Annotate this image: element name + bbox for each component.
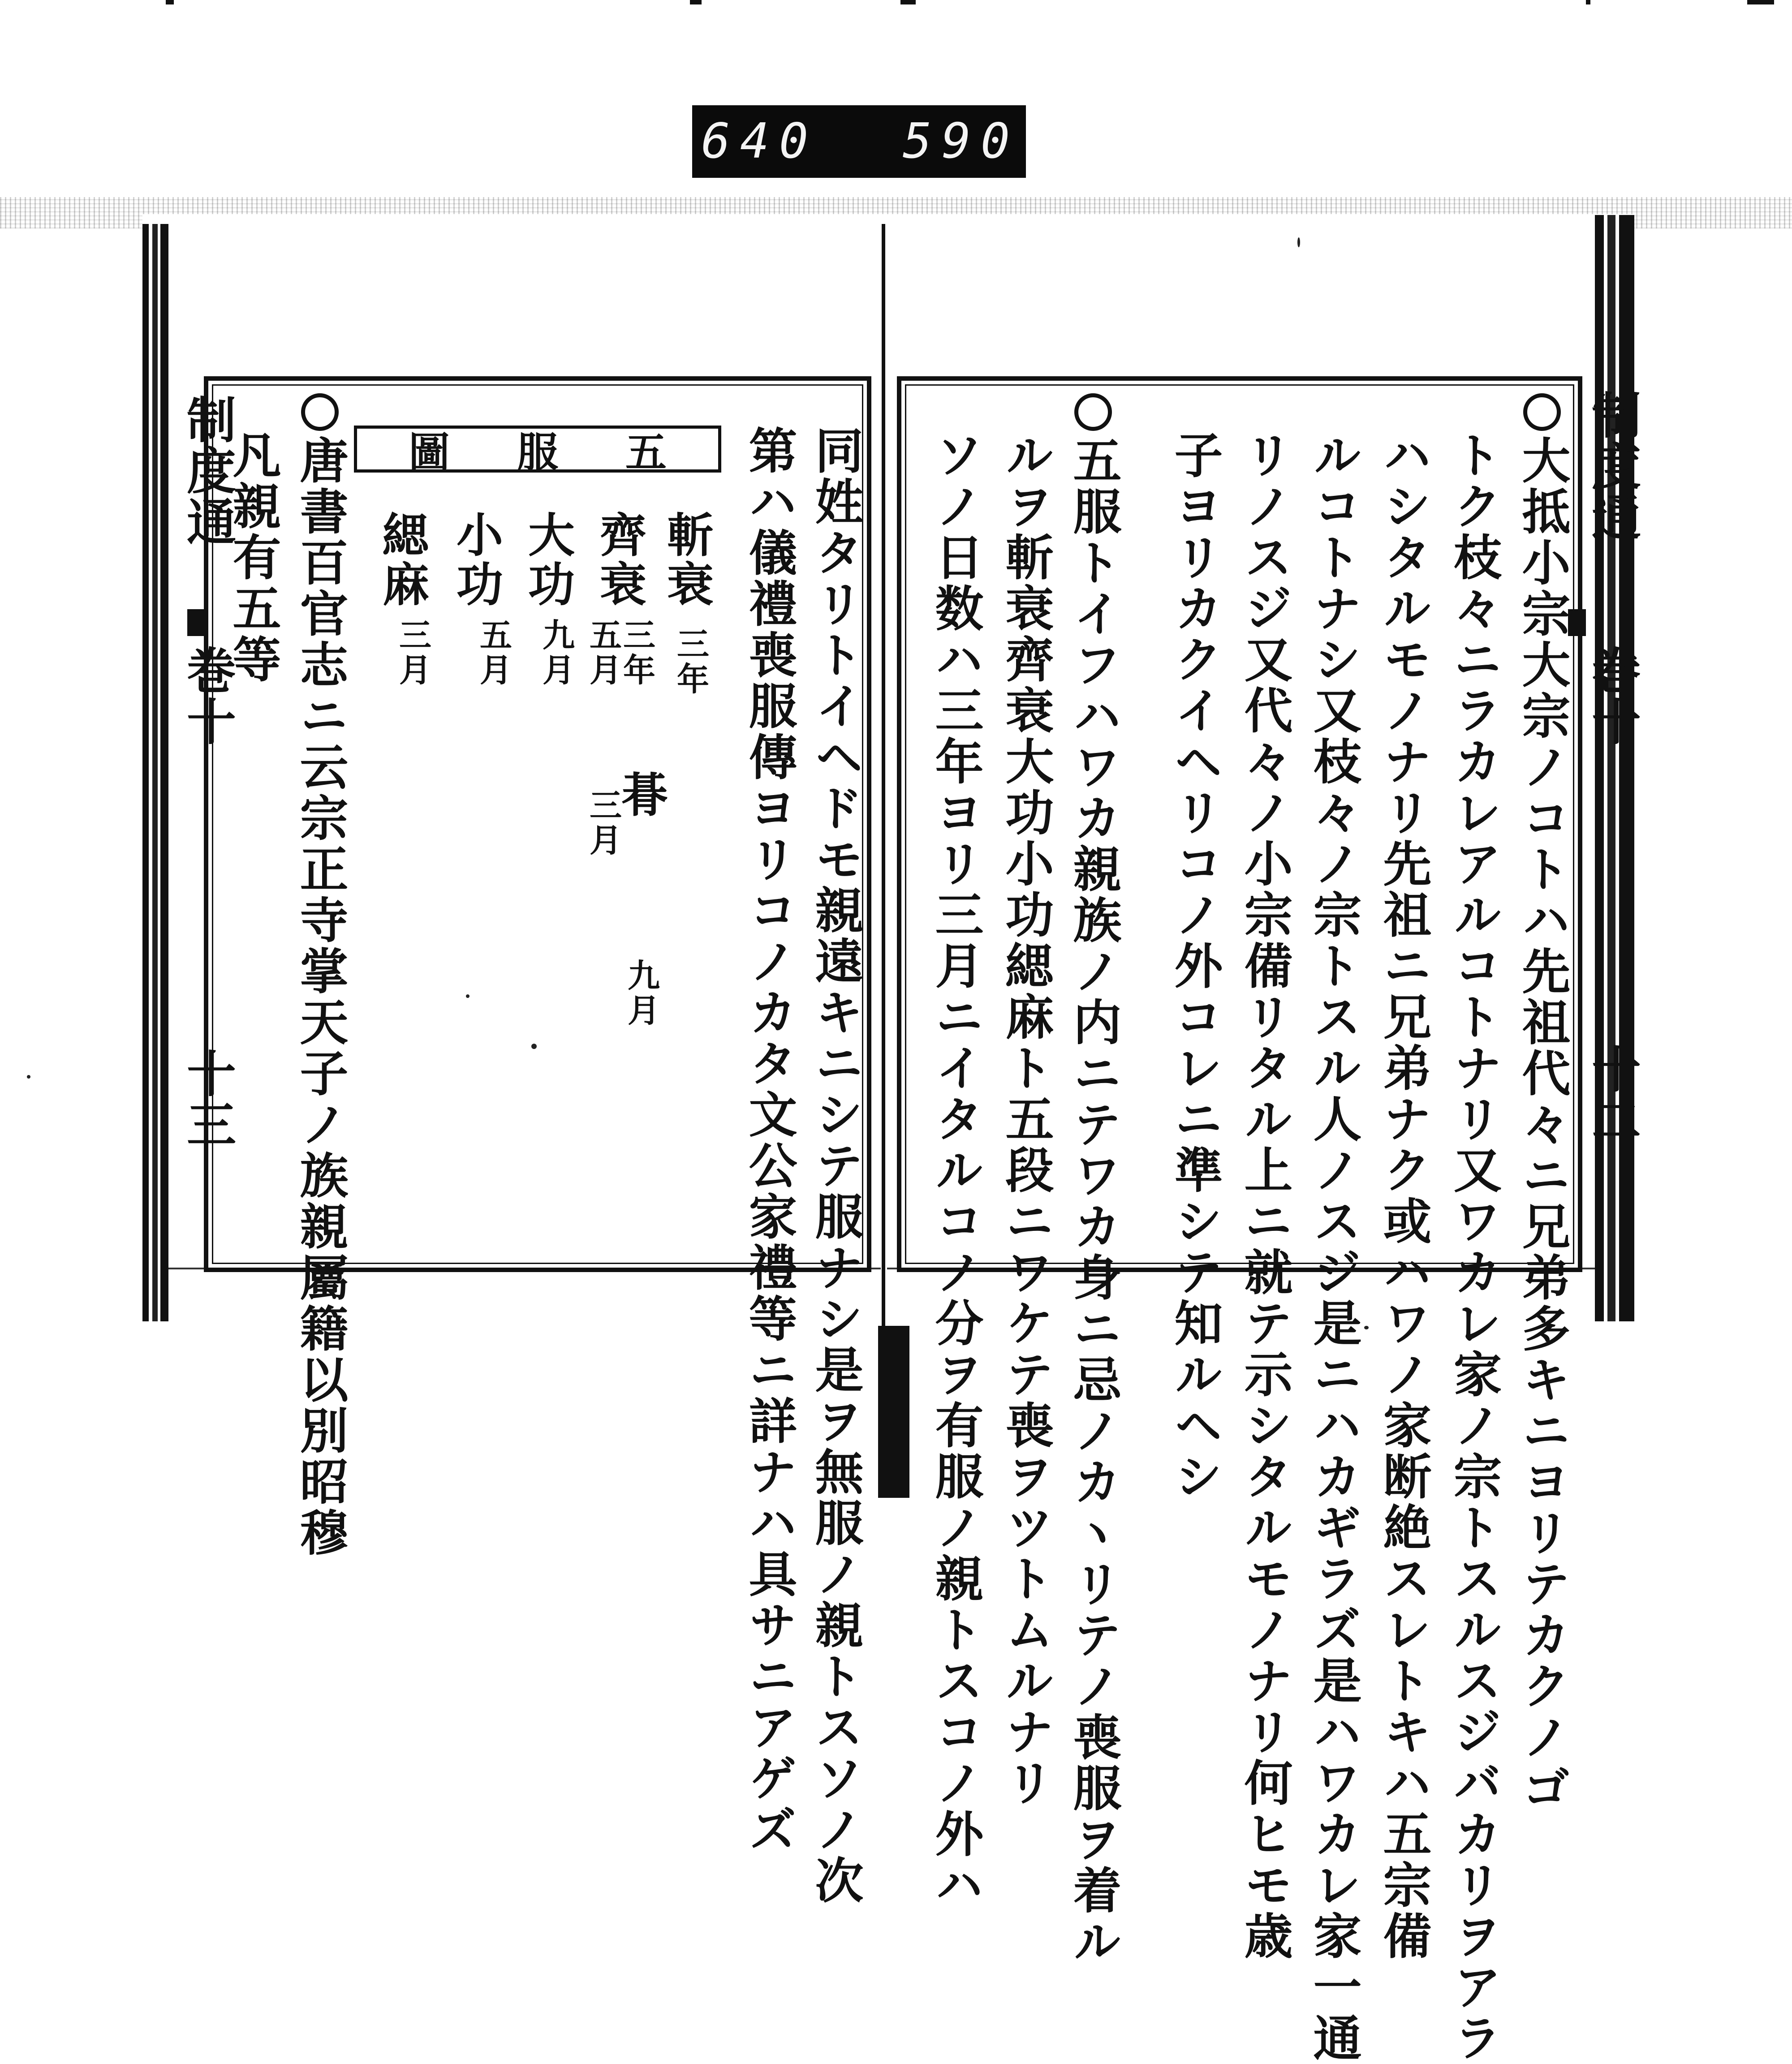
speck xyxy=(1364,1326,1369,1329)
speck xyxy=(1297,237,1300,247)
circle-mark-icon xyxy=(301,393,339,431)
table-extra: 三月 xyxy=(584,788,622,858)
left-margin-title: 制度通 xyxy=(179,394,237,547)
text-column: リノスジ又代々ノ小宗備リタル上ニ就テ示シタルモノナリ何ヒモ歳 xyxy=(1236,430,1292,1962)
right-margin-title: 制度通 xyxy=(1584,390,1641,543)
right-margin-page: 十二 xyxy=(1584,1044,1641,1146)
table-title-box xyxy=(354,426,721,477)
table-row-term: 三月 xyxy=(394,618,432,688)
table-row-term: 五月 xyxy=(474,618,513,688)
table-row-name: 小功 xyxy=(448,511,504,609)
gutter-shadow xyxy=(878,1326,909,1498)
text-column: 唐書百官志ニ云宗正寺掌天子ノ族親屬籍以別昭穆 xyxy=(296,393,344,1559)
text-column: 凡親有五等 xyxy=(224,430,281,685)
counter-right: 590 xyxy=(903,113,1020,169)
table-row-name: 緦麻 xyxy=(375,511,430,609)
speck xyxy=(531,1044,537,1049)
table-row-sub: 五月 xyxy=(584,618,622,688)
text-column: ハシタルモノナリ先祖ニ兄弟ナク或ハワノ家断絶スレトキハ五宗備 xyxy=(1375,430,1431,1962)
speck xyxy=(27,1075,30,1079)
table-row-name: 齊衰 xyxy=(592,511,647,609)
text-column: 大抵小宗大宗ノコトハ先祖代々ニ兄弟多キニヨリテカクノゴ xyxy=(1518,393,1566,1814)
text-column: ルコトナシ又枝々ノ宗トスル人ノスジ是ニハカギラズ是ハワカレ家一通 xyxy=(1305,430,1361,2064)
table-row-term: 三年 xyxy=(618,618,656,688)
table-title-char: 圖 xyxy=(408,428,450,477)
circle-mark-icon xyxy=(1523,393,1561,431)
text-column: 同姓タリトイヘドモ親遠キニシテ服ナシ是ヲ無服ノ親トスソノ次 xyxy=(807,426,863,1906)
frame-counter xyxy=(692,105,1026,178)
right-margin-volume: 巻十 xyxy=(1584,645,1641,747)
table-extra: 九月 xyxy=(622,959,660,1028)
table-title-char: 服 xyxy=(517,428,558,477)
text-column: ルヲ斬衰齊衰大功小功緦麻ト五段ニワケテ喪ヲツトムルナリ xyxy=(997,430,1054,1809)
left-margin-volume: 巻十 xyxy=(179,645,237,747)
text-column: 第ハ儀禮喪服傳ヨリコノカタ文公家禮等ニ詳ナハ具サニアゲズ xyxy=(741,426,797,1855)
text-column: ソノ日数ハ三年ヨリ三月ニイタルコノ分ヲ有服ノ親トスコノ外ハ xyxy=(927,430,983,1911)
table-row-term: 三年 xyxy=(672,627,710,697)
table-row-name: 大功 xyxy=(520,511,575,609)
text-column: 五服トイフハワカ親族ノ内ニテワカ身ニ忌ノカヽリテノ喪服ヲ着ル xyxy=(1069,393,1117,1967)
left-margin-page: 十三 xyxy=(179,1048,237,1150)
book-edge-right xyxy=(1595,215,1634,1321)
book-edge-left xyxy=(142,224,168,1321)
speck xyxy=(466,994,470,998)
text-column: トク枝々ニラカレアルコトナリ又ワカレ家ノ宗トスルスジバカリヲアラ xyxy=(1445,430,1502,2064)
counter-left: 640 xyxy=(701,113,818,169)
center-fold xyxy=(882,224,885,1335)
text-column: 子ヨリカクイヘリコノ外コレニ準シテ知ルヘシ xyxy=(1166,430,1223,1502)
circle-mark-icon xyxy=(1074,393,1112,431)
table-extra: 朞 xyxy=(613,770,668,820)
scan-top-band xyxy=(0,0,1792,6)
table-row-name: 斬衰 xyxy=(659,511,714,609)
table-title-char: 五 xyxy=(625,428,667,477)
table-row-term: 九月 xyxy=(537,618,575,688)
left-fishtail xyxy=(187,609,205,636)
